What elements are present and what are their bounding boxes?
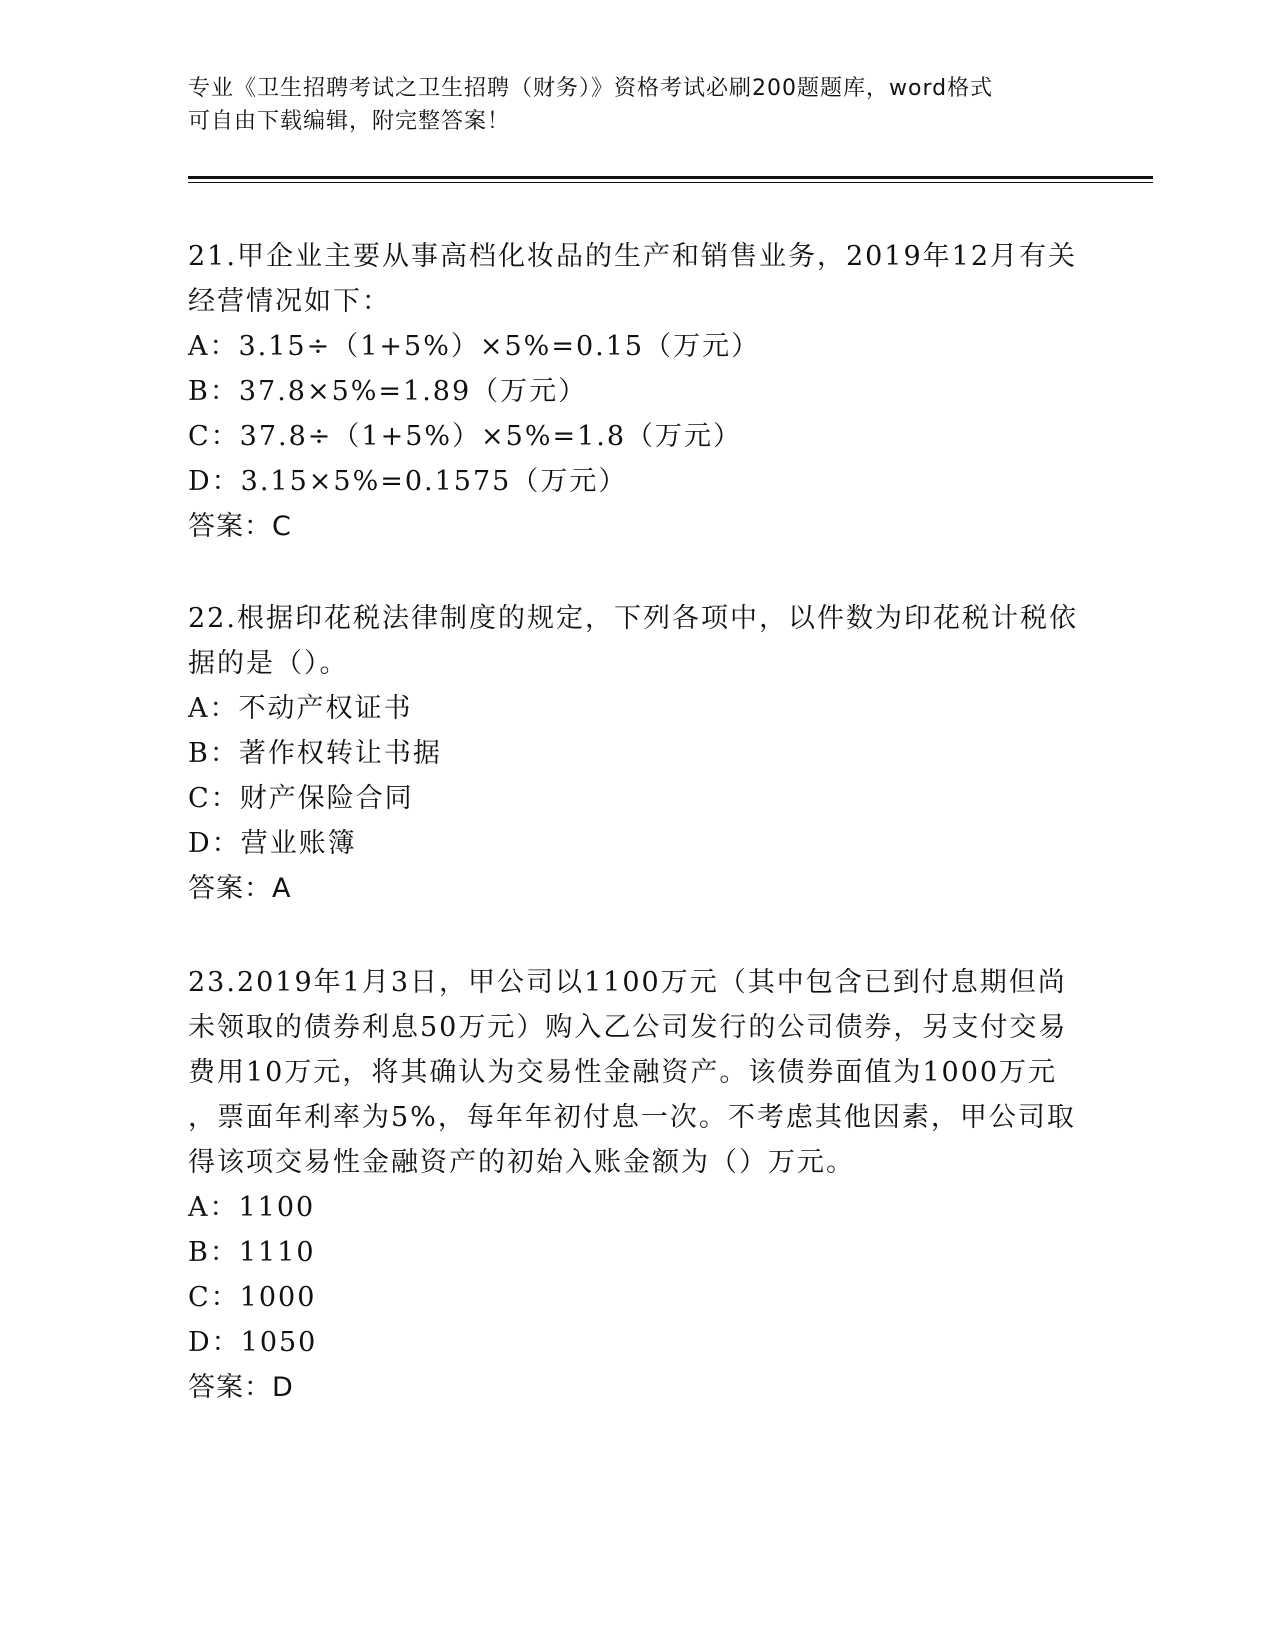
question-text-line: 21.甲企业主要从事高档化妆品的生产和销售业务，2019年12月有关 — [188, 241, 1078, 272]
option-c: C：37.8÷（1+5%）×5%=1.8（万元） — [188, 421, 743, 452]
answer-label: 答案：D — [188, 1372, 294, 1403]
option-b: B：1110 — [188, 1237, 316, 1268]
option-d: D：3.15×5%=0.1575（万元） — [188, 466, 628, 497]
option-d: D：1050 — [188, 1327, 318, 1358]
header-line-2: 可自由下载编辑，附完整答案！ — [188, 109, 511, 134]
header-rule-thick — [188, 176, 1153, 179]
question-text-line: 22.根据印花税法律制度的规定，下列各项中，以件数为印花税计税依 — [188, 603, 1078, 634]
option-b: B：37.8×5%=1.89（万元） — [188, 376, 588, 407]
question-text-line: 23.2019年1月3日，甲公司以1100万元（其中包含已到付息期但尚 — [188, 967, 1067, 998]
question-text-line: 得该项交易性金融资产的初始入账金额为（）万元。 — [188, 1147, 855, 1178]
option-b: B：著作权转让书据 — [188, 738, 442, 769]
option-c: C：1000 — [188, 1282, 317, 1313]
question-21 — [188, 234, 1078, 549]
question-22 — [188, 596, 1078, 911]
option-a: A：3.15÷（1+5%）×5%=0.15（万元） — [188, 331, 761, 362]
document-header — [188, 72, 1068, 138]
header-rule-thin — [188, 182, 1153, 183]
question-text-line: 费用10万元，将其确认为交易性金融资产。该债券面值为1000万元 — [188, 1057, 1058, 1088]
option-a: A：不动产权证书 — [188, 693, 413, 724]
question-text-line: 未领取的债券利息50万元）购入乙公司发行的公司债券，另支付交易 — [188, 1012, 1068, 1043]
header-line-1: 专业《卫生招聘考试之卫生招聘（财务）》资格考试必刷200题题库，word格式 — [188, 76, 994, 101]
option-d: D：营业账簿 — [188, 828, 357, 859]
question-text-line: 据的是（）。 — [188, 648, 349, 679]
answer-label: 答案：C — [188, 511, 292, 542]
option-c: C：财产保险合同 — [188, 783, 414, 814]
question-23 — [188, 960, 1078, 1410]
question-text-line: 经营情况如下： — [188, 286, 391, 317]
answer-label: 答案：A — [188, 873, 292, 904]
option-a: A：1100 — [188, 1192, 316, 1223]
question-text-line: ，票面年利率为5%，每年年初付息一次。不考虑其他因素，甲公司取 — [188, 1102, 1076, 1133]
